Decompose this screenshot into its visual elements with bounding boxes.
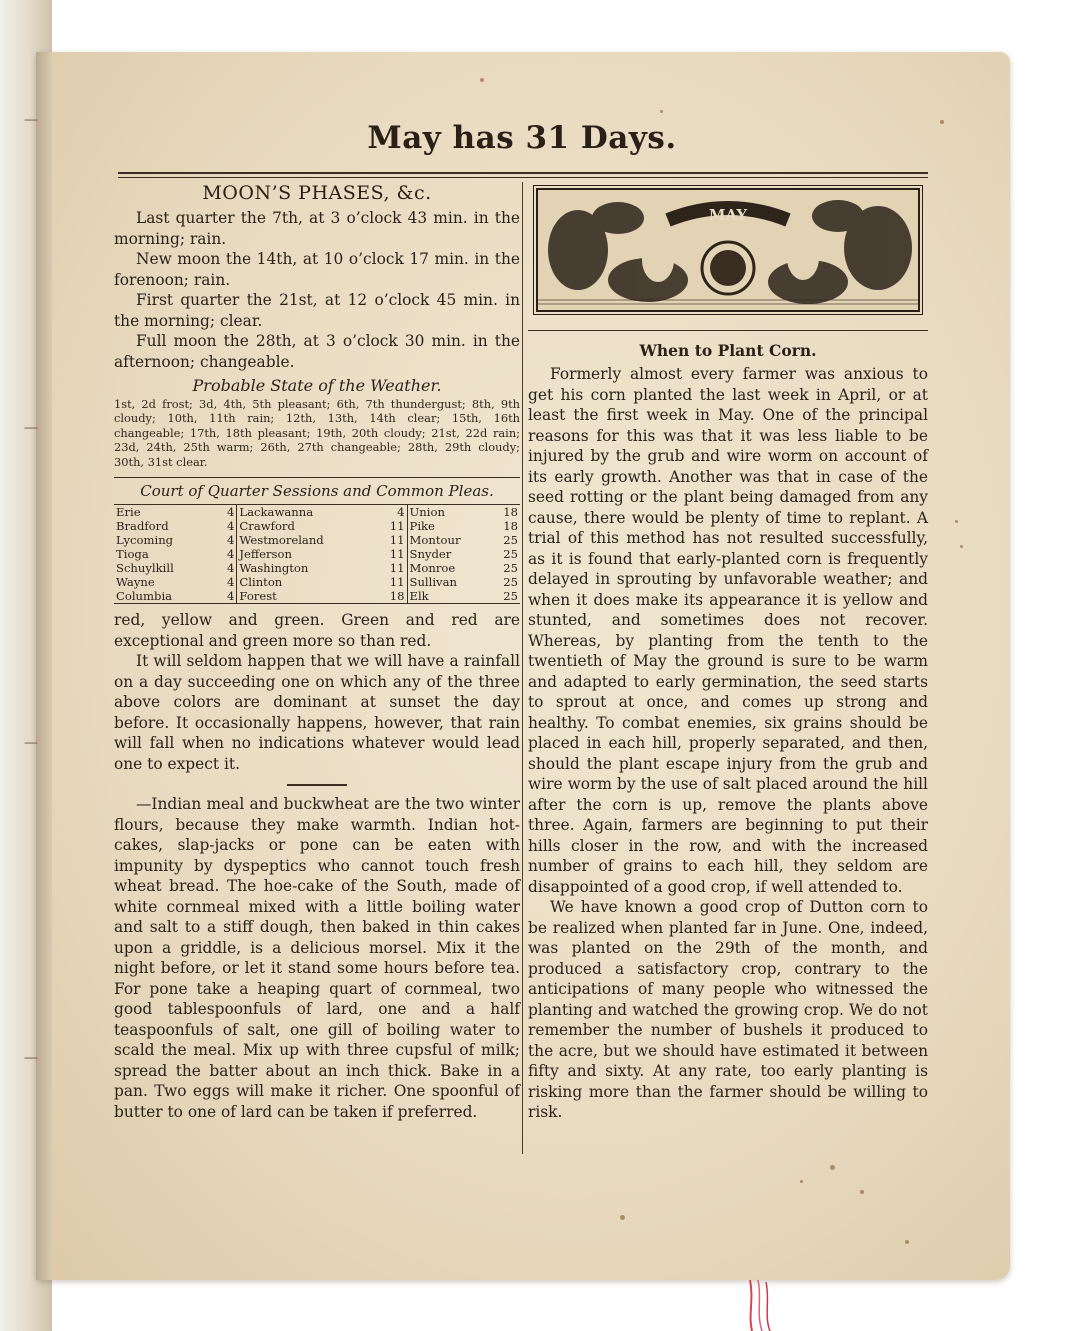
- court-row: [114, 561, 520, 575]
- court-day: 25: [503, 561, 518, 576]
- engraving-label: MAY: [708, 206, 748, 224]
- county-name: Washington: [239, 561, 309, 576]
- court-row: [114, 575, 520, 589]
- court-day: 25: [503, 589, 518, 604]
- stitch-mark: —: [24, 420, 38, 436]
- court-day: 11: [388, 547, 407, 561]
- court-day: 4: [219, 505, 237, 519]
- court-row: [114, 533, 520, 547]
- court-sessions-title: Court of Quarter Sessions and Common Pleas.: [114, 478, 520, 505]
- county-name: Columbia: [116, 589, 173, 604]
- county-name: Westmoreland: [239, 533, 324, 548]
- county-name: Jefferson: [239, 547, 292, 562]
- left-column: [114, 182, 520, 1122]
- moon-phase-item: Full moon the 28th, at 3 o’clock 30 min. in the afternoon; changeable.: [114, 332, 520, 371]
- county-name: Lackawanna: [239, 505, 314, 520]
- paragraph: It will seldom happen that we will have a rainfall on a day succeeding one on which any of the three above colors are dominant at sunset the day before. It occasionally happens, however, that rain will fall when no indications whatever would lead one to expect it.: [114, 652, 520, 773]
- foxing-stain: [830, 1165, 835, 1170]
- county-name: Wayne: [116, 575, 155, 590]
- court-day: 11: [388, 575, 407, 589]
- court-day: 25: [503, 575, 518, 590]
- county-name: Union: [409, 505, 445, 520]
- paragraph: —Indian meal and buckwheat are the two winter flours, because they make warmth. Indian hot-cakes, slap-jacks or pone can be eaten with impunity by dyspeptics who cannot touch fresh wheat bread. The hoe-cake of the South, made of white cornmeal mixed with a little boiling water and salt to a stiff dough, then baked in thin cakes upon a griddle, is a delicious morsel. Mix it the night before, or let it stand some hours before tea. For pone take a heaping quart of cornmeal, two good tablespoonfuls of lard, one and a half teaspoonfuls of salt, one gill of boiling water to scald the meal. Mix up with three cupsful of milk; spread the batter about an inch thick. Bake in a pan. Two eggs will make it richer. One spoonful of butter to one of lard can be taken if preferred.: [114, 795, 520, 1121]
- court-day: 4: [219, 561, 237, 575]
- foxing-stain: [800, 1180, 803, 1183]
- weather-forecast: 1st, 2d frost; 3d, 4th, 5th pleasant; 6th, 7th thundergust; 8th, 9th cloudy; 10th, 11th rain; 12th, 13th, 14th clear; 15th, 16th changeable; 17th, 18th pleasant; 19th, 20th cloudy; 21st, 22d rain; 23d, 24th, 25th warm; 26th, 27th changeable; 28th, 29th cloudy; 30th, 31st clear.: [114, 397, 520, 469]
- court-day: 11: [388, 533, 407, 547]
- court-row: [114, 519, 520, 533]
- county-name: Bradford: [116, 519, 169, 534]
- paragraph: Formerly almost every farmer was anxious to get his corn planted the last week in April, or at least the first week in May. One of the principal reasons for this was that it was less liable to be injured by the grub and wire worm on account of its early growth. Another was that in case of the seed rotting or the plant being damaged from any cause, there would be plenty of time to replant. A trial of this method has not resulted successfully, as it is found that early-planted corn is frequently delayed in sprouting by unfavorable weather; and when it does make its appearance it is yellow and stunted, and sometimes does not recover. Whereas, by planting from the tenth to the twentieth of May the ground is sure to be warm and adapted to early germination, the seed starts to sprout at once, and comes up strong and healthy. To combat enemies, six grains should be placed in each hill, properly separated, and then, should the plant escape injury from the grub and wire worm by the use of salt placed around the hill after the corn is up, remove the plants above three. Again, farmers are beginning to put their hills closer in the row, and with the increased number of grains to each hill, they seldom are disappointed of a good crop, if well attended to.: [528, 365, 928, 896]
- county-name: Clinton: [239, 575, 283, 590]
- county-name: Forest: [239, 589, 277, 604]
- page-title: May has 31 Days.: [367, 120, 677, 156]
- header-rule: [118, 172, 928, 178]
- county-name: Snyder: [409, 547, 452, 562]
- county-name: Monroe: [409, 561, 456, 576]
- county-name: Erie: [116, 505, 141, 520]
- court-day: 25: [503, 533, 518, 548]
- court-row: [114, 547, 520, 561]
- article-title: When to Plant Corn.: [528, 330, 928, 360]
- court-day: 18: [503, 505, 518, 520]
- county-name: Sullivan: [409, 575, 457, 590]
- court-day: 4: [388, 505, 407, 519]
- page-header: [118, 120, 926, 156]
- foxing-stain: [960, 545, 963, 548]
- court-day: 4: [219, 519, 237, 533]
- moon-phase-item: New moon the 14th, at 10 o’clock 17 min. in the forenoon; rain.: [114, 250, 520, 289]
- court-day: 4: [219, 589, 237, 603]
- foxing-stain: [660, 110, 663, 113]
- county-name: Lycoming: [116, 533, 174, 548]
- court-sessions-box: [114, 477, 520, 604]
- section-rule: [287, 784, 347, 786]
- stitch-mark: —: [24, 735, 38, 751]
- foxing-stain: [620, 1215, 625, 1220]
- court-day: 4: [219, 547, 237, 561]
- column-divider: [522, 182, 523, 1154]
- paragraph: We have known a good crop of Dutton corn to be realized when planted far in June. One, indeed, was planted on the 29th of the month, and produced a satisfactory crop, contrary to the anticipations of many people who witnessed the planting and watched the growing crop. We do not remember the number of bushels it produced to the acre, but we should have estimated it between fifty and sixty. At any rate, too early planting is risking more than the farmer should be willing to risk.: [528, 898, 928, 1121]
- court-day: 25: [503, 547, 518, 562]
- moon-phase-item: Last quarter the 7th, at 3 o’clock 43 min. in the morning; rain.: [114, 209, 520, 248]
- weather-title: Probable State of the Weather.: [192, 376, 442, 395]
- right-column: [528, 182, 928, 1123]
- page-binding: [36, 52, 52, 1280]
- may-engraving: [536, 188, 920, 312]
- court-day: 11: [388, 561, 407, 575]
- court-day: 4: [219, 575, 237, 589]
- court-day: 18: [503, 519, 518, 534]
- foxing-stain: [860, 1190, 864, 1194]
- foxing-stain: [955, 520, 958, 523]
- county-name: Montour: [409, 533, 461, 548]
- county-name: Crawford: [239, 519, 295, 534]
- court-day: 4: [219, 533, 237, 547]
- may-engraving-illustration: [538, 190, 918, 310]
- paragraph: red, yellow and green. Green and red are exceptional and green more so than red.: [114, 611, 520, 650]
- county-name: Pike: [409, 519, 435, 534]
- county-name: Schuylkill: [116, 561, 174, 576]
- foxing-stain: [940, 120, 944, 124]
- court-row: [114, 589, 520, 603]
- moon-phase-item: First quarter the 21st, at 12 o’clock 45 min. in the morning; clear.: [114, 291, 520, 330]
- county-name: Tioga: [116, 547, 149, 562]
- moon-phases-title: MOON’S PHASES, &c.: [202, 182, 432, 204]
- red-thread: [740, 1280, 800, 1331]
- foxing-stain: [480, 78, 484, 82]
- court-row: [114, 505, 520, 519]
- court-day: 11: [388, 519, 407, 533]
- foxing-stain: [905, 1240, 909, 1244]
- court-sessions-table: [114, 505, 520, 603]
- stitch-mark: —: [24, 112, 38, 128]
- stitch-mark: —: [24, 1050, 38, 1066]
- county-name: Elk: [409, 589, 429, 604]
- court-day: 18: [388, 589, 407, 603]
